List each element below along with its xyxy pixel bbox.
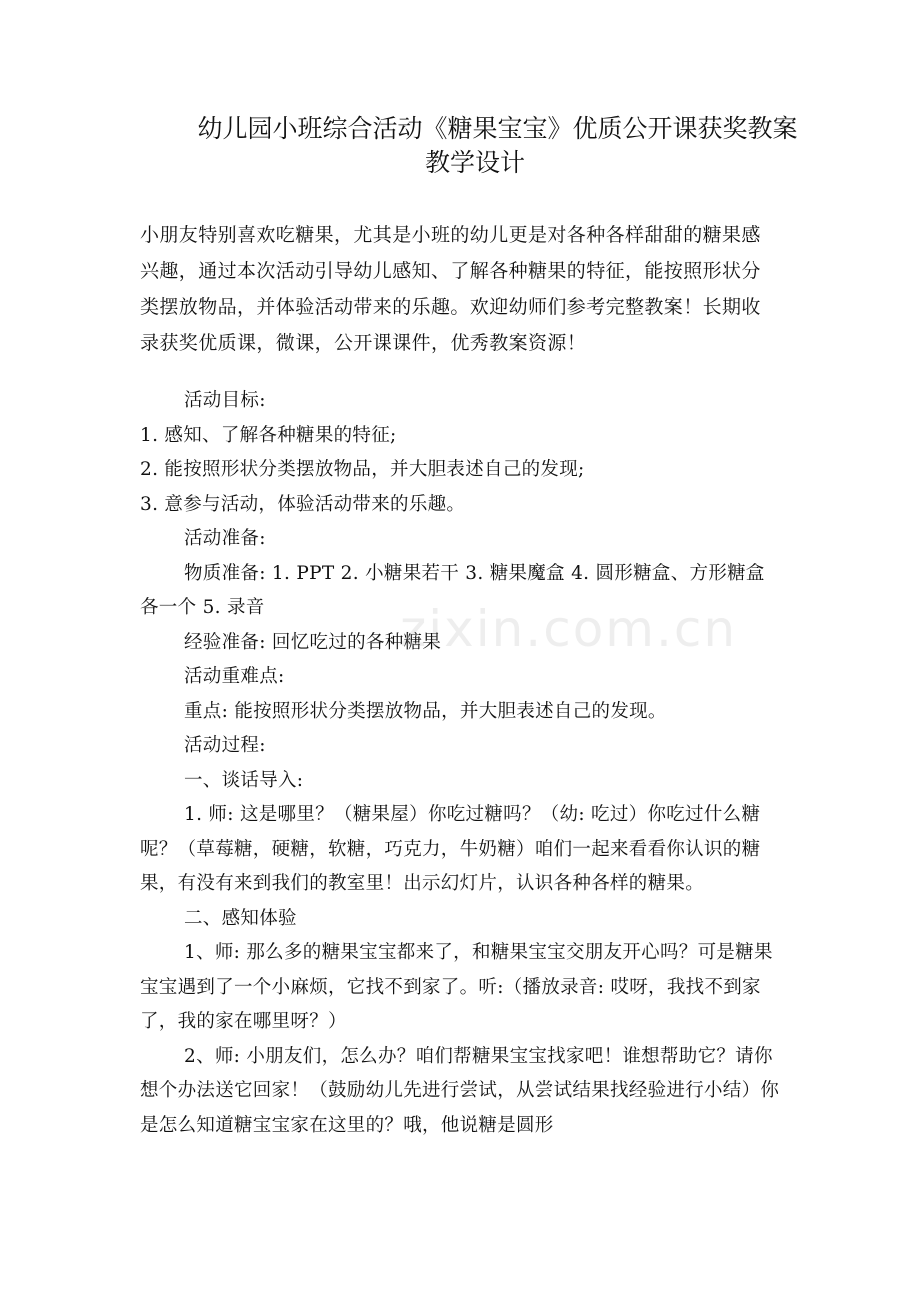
watermark: zixin.com.cn xyxy=(400,600,738,658)
document-title xyxy=(140,112,810,180)
experience-preparation: 经验准备: 回忆吃过的各种糖果 xyxy=(184,631,442,653)
document-body xyxy=(140,384,780,1143)
title-line-2: 教学设计 xyxy=(424,148,525,177)
goal-item-1: 1. 感知、了解各种糖果的特征; xyxy=(140,424,397,446)
process-paragraph-2: 1、师: 那么多的糖果宝宝都来了，和糖果宝宝交朋友开心吗？可是糖果宝宝遇到了一个小麻烦，它找不到家了。听:（播放录音: 哎呀，我找不到家了，我的家在哪里呀？） xyxy=(140,942,773,1032)
section-heading-preparation: 活动准备: xyxy=(184,528,266,549)
goal-item-3: 3. 意参与活动，体验活动带来的乐趣。 xyxy=(140,493,466,515)
section-heading-goals: 活动目标: xyxy=(184,390,266,411)
process-step-2-heading: 二、感知体验 xyxy=(184,907,297,929)
material-preparation: 物质准备: 1. PPT 2. 小糖果若干 3. 糖果魔盒 4. 圆形糖盒、方形糖盒各一个 5. 录音 xyxy=(140,562,765,618)
key-point: 重点: 能按照形状分类摆放物品，并大胆表述自己的发现。 xyxy=(184,700,667,722)
goal-item-2: 2. 能按照形状分类摆放物品，并大胆表述自己的发现; xyxy=(140,459,585,480)
title-line-1: 幼儿园小班综合活动《糖果宝宝》优质公开课获奖教案 xyxy=(197,114,798,143)
section-heading-key-points: 活动重难点: xyxy=(184,666,285,687)
process-paragraph-1: 1. 师: 这是哪里？（糖果屋）你吃过糖吗？（幼: 吃过）你吃过什么糖呢？（草莓糖，硬糖，软糖，巧克力，牛奶糖）咱们一起来看看你认识的糖果，有没有来到我们的教室里！出示幻灯片，认识各种各样的糖果。 xyxy=(140,804,761,894)
process-paragraph-3: 2、师: 小朋友们，怎么办？咱们帮糖果宝宝找家吧！谁想帮助它？请你想个办法送它回家！（鼓励幼儿先进行尝试，从尝试结果找经验进行小结）你是怎么知道糖宝宝家在这里的？哦，他说糖是圆形 xyxy=(140,1045,780,1136)
section-heading-process: 活动过程: xyxy=(184,735,266,756)
intro-paragraph: 小朋友特别喜欢吃糖果，尤其是小班的幼儿更是对各种各样甜甜的糖果感兴趣，通过本次活动引导幼儿感知、了解各种糖果的特征，能按照形状分类摆放物品，并体验活动带来的乐趣。欢迎幼师们参考完整教案！长期收录获奖优质课，微课，公开课课件，优秀教案资源！ xyxy=(140,224,761,354)
process-step-1-heading: 一、谈话导入: xyxy=(184,769,304,791)
